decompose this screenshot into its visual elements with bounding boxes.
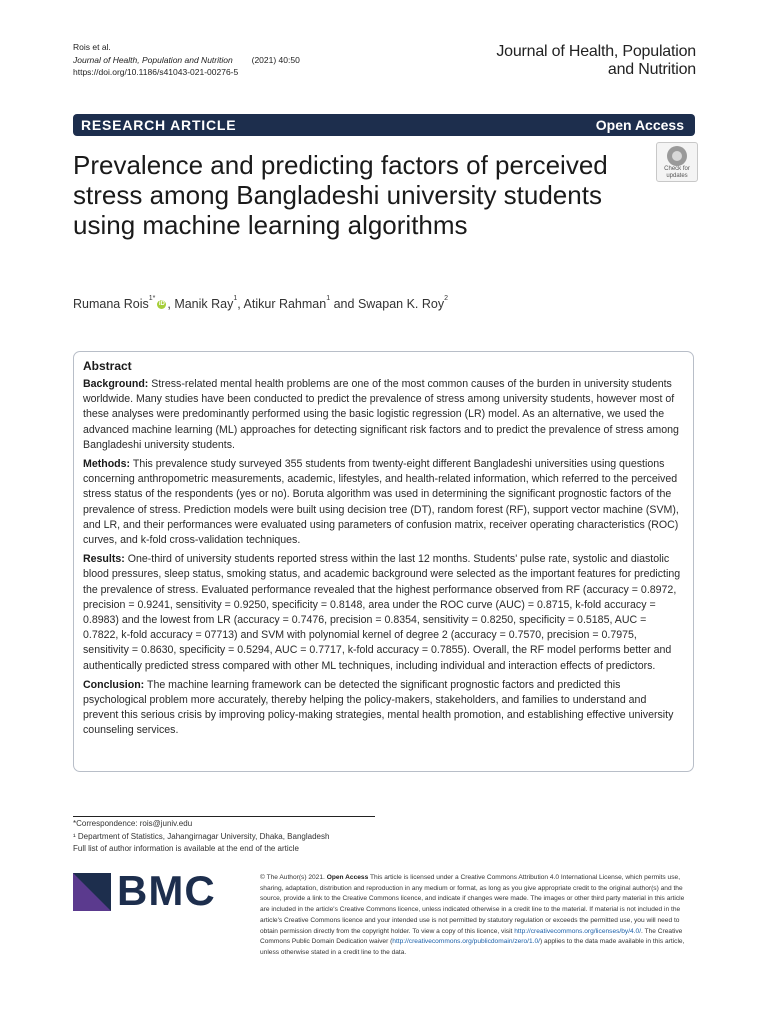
author-name[interactable]: Manik Ray — [174, 297, 234, 311]
author-affiliation: 1 — [233, 295, 238, 302]
article-type-banner — [73, 114, 695, 136]
author-name[interactable]: Rumana Rois — [73, 297, 149, 311]
bmc-logo-icon — [73, 873, 111, 911]
cc-by-license-link[interactable]: http://creativecommons.org/licenses/by/4.0/ — [514, 927, 642, 935]
journal-name — [496, 43, 696, 79]
abstract-conclusion — [83, 678, 684, 739]
author-name[interactable]: Atikur Rahman — [243, 297, 327, 311]
author-list: Rumana Rois$^{1*}$iD , Manik Ray$^1$, Atikur Rahman$^1$ and Swapan K. Roy$^2$ — [73, 295, 449, 311]
abstract-background — [83, 377, 684, 453]
abstract-heading: Abstract — [83, 359, 132, 373]
check-for-updates-button[interactable] — [656, 142, 698, 182]
citation-issue: (2021) 40:50 — [251, 54, 300, 65]
article-type-label: RESEARCH ARTICLE — [81, 117, 237, 133]
affiliation-note: ¹ Department of Statistics, Jahangirnagar University, Dhaka, Bangladesh — [73, 831, 330, 841]
author-affiliation: 2 — [444, 295, 449, 302]
methods-label: Methods: — [83, 458, 131, 471]
results-text: One-third of university students reported stress within the last 12 months. Students' pulse rate, systolic and diastolic blood pressures, sleep status, smoking status, and academic background were selected as the important features for predicting the prevalence of stress. Evaluated performance revealed that the highest performance observed from RF (accuracy = 0.8972, precision = 0.9241, sensitivity = 0.9250, specificity = 0.8148, area under the ROC curve (AUC) = 0.8715, k-fold accuracy = 0.8983) and the lowest from LR (accuracy = 0.7476, precision = 0.8354, sensitivity = 0.8250, specificity = 0.5185, AUC = 0.7822, k-fold accuracy = 07713) and SVM with polynomial kernel of degree 2 (accuracy = 0.7570, precision = 0.7975, sensitivity = 0.8630, specificity = 0.5294, AUC = 0.7717, k-fold accuracy = 0.7855). Overall, the RF model performs better and authentically predicted stress compared with other ML techniques, including individual and interaction effects of predictors. — [83, 553, 681, 672]
full-author-info-note: Full list of author information is available at the end of the article — [73, 844, 299, 853]
background-text: Stress-related mental health problems are one of the most common causes of the burden in university students worldwide. Many studies have been conducted to predict the prevalence of stress among university students, however most of these analyses were predominantly performed using the basic logistic regression (LR) model. As an alternative, we used the advanced machine learning (ML) approaches for detecting significant risk factors and to predict the prevalence of stress among Bangladeshi university students. — [83, 378, 679, 451]
bmc-logo-text: BMC — [117, 867, 216, 914]
orcid-icon[interactable]: iD — [158, 301, 165, 308]
license-text: © The Author(s) 2021. Open Access This article is licensed under a Creative Commons Attribution 4.0 International License, which permits use, sharing, adaptation, distribution and reproduction in any medium or format, as long as you give appropriate credit to the original author(s) and the source, provide a link to the Creative Commons licence, and indicate if changes were made. The images or other third party material in this article are included in the article's Creative Commons licence, unless indicated otherwise in a credit line to the material. If material is not included in the article's Creative Commons licence and your intended use is not permitted by statutory regulation or exceeds the permitted use, you will need to obtain permission directly from the copyright holder. To view a copy of this licence, visit http://creativecommons.org/licenses/by/4.0/. The Creative Commons Public Domain Dedication waiver (http://creativecommons.org/publicdomain/zero/1.0/) applies to the data made available in this article, unless otherwise stated in a credit line to the data. — [260, 874, 685, 956]
abstract-results — [83, 552, 684, 674]
results-label: Results: — [83, 553, 125, 566]
check-updates-line1: Check for — [664, 166, 690, 172]
bmc-logo — [73, 867, 218, 914]
footnote-divider — [73, 816, 375, 817]
author-affiliation: 1* — [148, 295, 156, 302]
abstract-box — [73, 351, 694, 772]
citation-authors: Rois et al. — [73, 42, 111, 52]
conclusion-label: Conclusion: — [83, 678, 145, 691]
citation-block — [73, 41, 300, 79]
methods-text: This prevalence study surveyed 355 students from twenty-eight different Bangladeshi universities using questions concerning anthropometric measurements, academic, lifestyles, and health-related information, which referred to the perceived stress status of the respondents (yes or no). Boruta algorithm was used in determining the significant prognostic factors of the prevalence of stress. Prediction models were built using decision tree (DT), random forest (RF), support vector machine (SVM), and LR, and their performances were evaluated using parameters of confusion matrix, receiver operating characteristics (ROC) curves, and k-fold cross-validation techniques. — [83, 458, 679, 547]
author-name[interactable]: Swapan K. Roy — [357, 297, 445, 311]
correspondence-email[interactable]: *Correspondence: rois@juniv.edu — [73, 819, 193, 828]
author-affiliation: 1 — [326, 295, 331, 302]
doi-link[interactable]: https://doi.org/10.1186/s41043-021-00276-5 — [73, 67, 239, 77]
open-access-badge: Open Access — [591, 115, 689, 135]
article-title: Prevalence and predicting factors of perceived stress among Bangladeshi university students using machine learning algorithms — [73, 150, 608, 240]
citation-journal: Journal of Health, Population and Nutrition — [73, 54, 233, 65]
journal-name-line1: Journal of Health, Population — [496, 43, 696, 60]
license-open-access: Open Access — [326, 874, 369, 881]
abstract-methods — [83, 457, 684, 548]
conclusion-text: The machine learning framework can be detected the significant prognostic factors and predicted this psychological problem more accurately, thereby helping the policy-makers, stakeholders, and families to understand and prevent this serious crisis by improving policy-making strategies, mental health promotion, and establishing effective university counseling services. — [83, 678, 674, 737]
check-updates-icon — [667, 146, 687, 166]
footnotes — [73, 818, 329, 856]
journal-name-line2: and Nutrition — [607, 61, 696, 78]
cc0-waiver-link[interactable]: http://creativecommons.org/publicdomain/zero/1.0/ — [392, 938, 540, 946]
check-updates-line2: updates — [666, 172, 688, 179]
background-label: Background: — [83, 378, 149, 390]
